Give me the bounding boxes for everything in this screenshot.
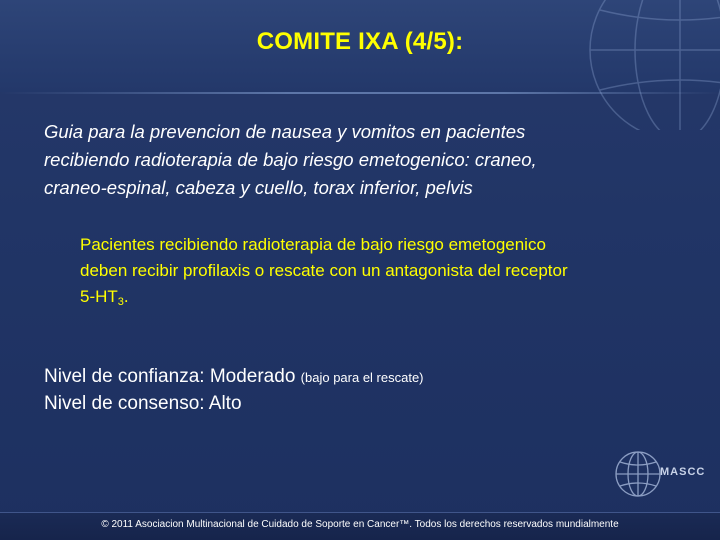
confidence-label: Nivel de confianza: bbox=[44, 366, 205, 387]
copyright-footer: © 2011 Asociacion Multinacional de Cuidado de Soporte en Cancer™. Todos los derechos reservados mundialmente bbox=[101, 519, 619, 530]
confidence-value: Moderado bbox=[209, 366, 296, 387]
recommendation-line: deben recibir profilaxis o rescate con un antagonista del receptor bbox=[80, 261, 568, 280]
consensus-value: Alto bbox=[208, 393, 242, 414]
slide-title: COMITE IXA (4/5): bbox=[256, 28, 464, 55]
guide-line: Guia para la prevencion de nausea y vomitos en pacientes bbox=[44, 121, 526, 142]
guide-line: craneo-espinal, cabeza y cuello, torax inferior, pelvis bbox=[44, 177, 473, 198]
evidence-levels bbox=[44, 364, 684, 417]
confidence-level-row bbox=[44, 364, 684, 391]
consensus-level-row bbox=[44, 391, 684, 417]
mascc-logo-text: MASCC bbox=[660, 466, 706, 478]
receptor-subscript: 3 bbox=[117, 296, 124, 308]
recommendation-text bbox=[80, 232, 690, 310]
globe-watermark-icon bbox=[560, 0, 720, 130]
recommendation-period: . bbox=[123, 287, 129, 306]
confidence-note: (bajo para el rescate) bbox=[300, 370, 424, 385]
guide-text bbox=[44, 118, 684, 202]
recommendation-line bbox=[80, 284, 690, 310]
receptor-name: 5-HT bbox=[80, 287, 118, 306]
consensus-label: Nivel de consenso: bbox=[44, 393, 205, 414]
title-rule bbox=[0, 92, 720, 94]
recommendation-line: Pacientes recibiendo radioterapia de bajo riesgo emetogenico bbox=[80, 235, 546, 254]
guide-line: recibiendo radioterapia de bajo riesgo emetogenico: craneo, bbox=[44, 149, 537, 170]
